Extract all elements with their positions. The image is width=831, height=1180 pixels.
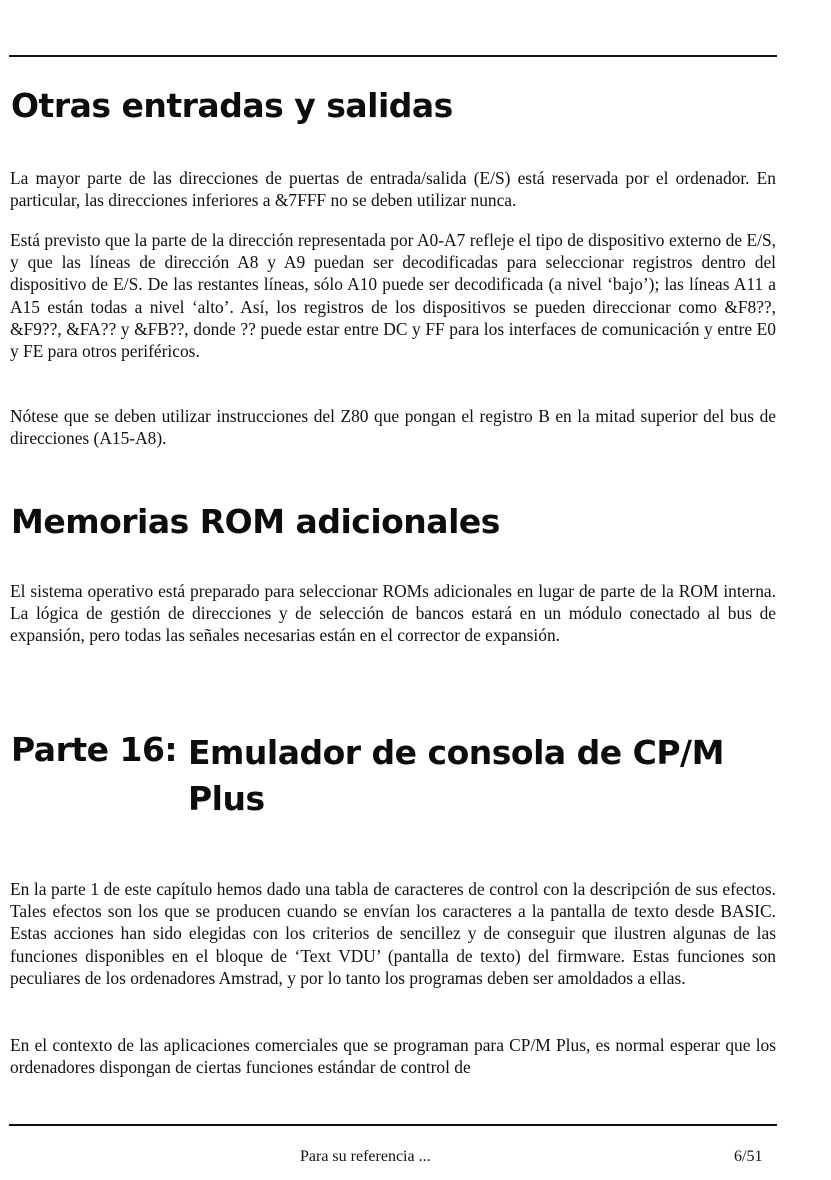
section-heading-rom: Memorias ROM adicionales bbox=[11, 502, 500, 541]
part-title: Emulador de consola de CP/M Plus bbox=[188, 733, 724, 818]
paragraph: En el contexto de las aplicaciones comerciales que se programan para CP/M Plus, es normal esperar que los ordenadores dispongan de ciertas funciones estándar de control de bbox=[10, 1035, 776, 1078]
footer-reference: Para su referencia ... bbox=[300, 1148, 431, 1165]
part-number: Parte 16: bbox=[11, 730, 178, 769]
top-rule bbox=[9, 55, 777, 57]
section-heading-otras: Otras entradas y salidas bbox=[11, 86, 453, 125]
paragraph: Está previsto que la parte de la dirección representada por A0-A7 refleje el tipo de dispositivo externo de E/S, y que las líneas de dirección A8 y A9 puedan ser decodificadas para seleccionar registros dentro del dispositivo de E/S. De las restantes líneas, sólo A10 puede ser decodificada (a nivel ‘bajo’); las líneas A11 a A15 están todas a nivel ‘alto’. Así, los registros de los dispositivos se pueden direccionar como &F8??, &F9??, &FA?? y &FB??, donde ?? puede estar entre DC y FF para los interfaces de comunicación y entre E0 y FE para otros periféricos. bbox=[10, 230, 776, 362]
paragraph: Nótese que se deben utilizar instrucciones del Z80 que pongan el registro B en la mitad superior del bus de direcciones (A15-A8). bbox=[10, 406, 776, 449]
page-number: 6/51 bbox=[734, 1148, 763, 1165]
paragraph: La mayor parte de las direcciones de puertas de entrada/salida (E/S) está reservada por el ordenador. En particular, las direcciones inferiores a &7FFF no se deben utilizar nunca. bbox=[10, 168, 776, 211]
paragraph: En la parte 1 de este capítulo hemos dado una tabla de caracteres de control con la descripción de sus efectos. Tales efectos son los que se producen cuando se envían los caracteres a la pantalla de texto desde BASIC. Estas acciones han sido elegidas con los criterios de sencillez y de conseguir que ilustren algunas de las funciones disponibles en el bloque de ‘Text VDU’ (pantalla de texto) del firmware. Estas funciones son peculiares de los ordenadores Amstrad, y por lo tanto los programas deben ser amoldados a ellas. bbox=[10, 879, 776, 988]
paragraph: El sistema operativo está preparado para seleccionar ROMs adicionales en lugar de parte de la ROM interna. La lógica de gestión de direcciones y de selección de bancos estará en un módulo conectado al bus de expansión, pero todas las señales necesarias están en el corrector de expansión. bbox=[10, 581, 776, 646]
bottom-rule bbox=[9, 1124, 777, 1126]
